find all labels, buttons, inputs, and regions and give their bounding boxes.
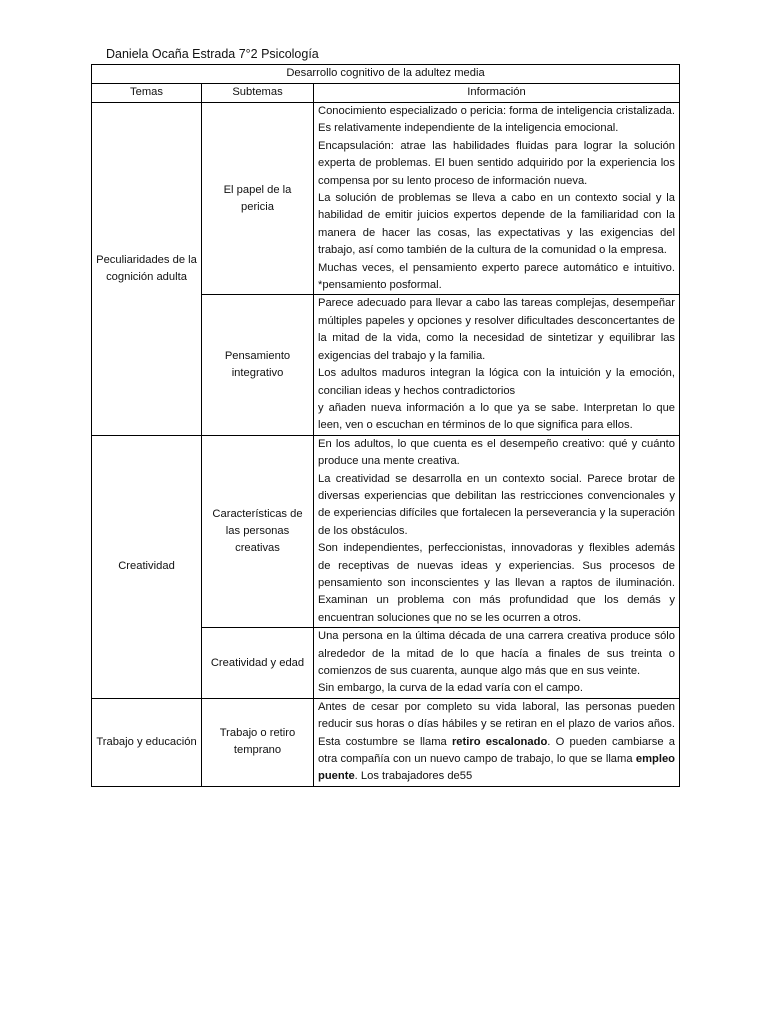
summary-table (91, 64, 680, 787)
column-header-temas: Temas (92, 84, 202, 103)
info-paragraph (318, 699, 675, 786)
info-paragraph: Muchas veces, el pensamiento experto parece automático e intuitivo. *pensamiento posformal. (318, 261, 676, 292)
table-row (92, 435, 680, 627)
info-cell (314, 628, 680, 699)
subtema-cell: El papel de la pericia (202, 103, 314, 295)
info-cell (314, 435, 680, 627)
info-paragraph: La creatividad se desarrolla en un contexto social. Parece brotar de diversas experiencias que debilitan las restricciones convencionales y de experiencias difíciles que fortalecen la perseverancia y la superación de los obstáculos. (318, 472, 676, 537)
subtema-cell: Características de las personas creativas (202, 435, 314, 627)
term-empleo-puente: empleo puente (318, 753, 676, 783)
info-paragraph: La solución de problemas se lleva a cabo en un contexto social y la habilidad de emitir juicios expertos depende de la familiaridad con la manera de hacer las cosas, las expectativas y las exigencias del trabajo, así como también de la cultura de la comunidad o la empresa. (318, 192, 676, 257)
info-paragraph: Los adultos maduros integran la lógica con la intuición y la emoción, concilian ideas y hechos contradictorios (318, 367, 676, 397)
info-paragraph: Parece adecuado para llevar a cabo las tareas complejas, desempeñar múltiples papeles y opciones y resolver dificultades desconcertantes de la mitad de la vida, como la necesidad de sintetizar y equilibrar las exigencias del trabajo y la familia. (318, 297, 676, 362)
table-row (92, 103, 680, 295)
info-paragraph: Encapsulación: atrae las habilidades fluidas para lograr la solución experta de problemas. El buen sentido adquirido por la experiencia los compensa por su lento proceso de información nueva. (318, 139, 676, 187)
term-retiro-escalonado: retiro escalonado (451, 735, 548, 748)
info-paragraph: y añaden nueva información a lo que ya se sabe. Interpretan lo que leen, ven o escuchan en términos de lo que significa para ellos. (318, 401, 676, 432)
info-text: . Los trabajadores de55 (354, 770, 473, 783)
info-cell (314, 295, 680, 435)
author-line: Daniela Ocaña Estrada 7°2 Psicología (106, 47, 319, 61)
subtema-cell: Pensamiento integrativo (202, 295, 314, 435)
info-paragraph: Sin embargo, la curva de la edad varía con el campo. (318, 682, 583, 695)
info-paragraph: Una persona en la última década de una carrera creativa produce sólo alrededor de la mitad de lo que hacía a finales de sus treinta o comienzos de sus cuarenta, aunque algo más que en sus veinte. (318, 630, 676, 677)
tema-cell: Peculiaridades de la cognición adulta (92, 103, 202, 436)
tema-cell: Trabajo y educación (92, 698, 202, 786)
info-text: . O pueden cambiarse a otra compañía con un nuevo campo de trabajo, lo que se llama (318, 735, 676, 766)
info-cell (314, 103, 680, 295)
info-text: Antes de cesar por completo su vida laboral, las personas pueden reducir sus horas o días hábiles y se retiran en el plazo de varios años. Esta costumbre se llama (318, 700, 676, 748)
subtema-cell: Trabajo o retiro temprano (202, 698, 314, 786)
column-header-subtemas: Subtemas (202, 84, 314, 103)
tema-cell: Creatividad (92, 435, 202, 698)
info-cell (314, 698, 680, 786)
info-paragraph: En los adultos, lo que cuenta es el desempeño creativo: qué y cuánto produce una mente creativa. (318, 437, 676, 468)
column-header-informacion: Información (314, 84, 680, 103)
info-paragraph: Conocimiento especializado o pericia: forma de inteligencia cristalizada. Es relativamente independiente de la inteligencia emocional. (318, 105, 676, 135)
info-paragraph: Son independientes, perfeccionistas, innovadoras y flexibles además de receptivas de nuevas ideas y experiencias. Sus procesos de pensamiento son inconscientes y las llevan a raptos de iluminación. Examinan un problema con más profundidad que los demás y encuentran soluciones que no se les ocurren a otros. (318, 542, 676, 624)
table-row (92, 698, 680, 786)
subtema-cell: Creatividad y edad (202, 628, 314, 699)
table-title: Desarrollo cognitivo de la adultez media (92, 65, 680, 84)
